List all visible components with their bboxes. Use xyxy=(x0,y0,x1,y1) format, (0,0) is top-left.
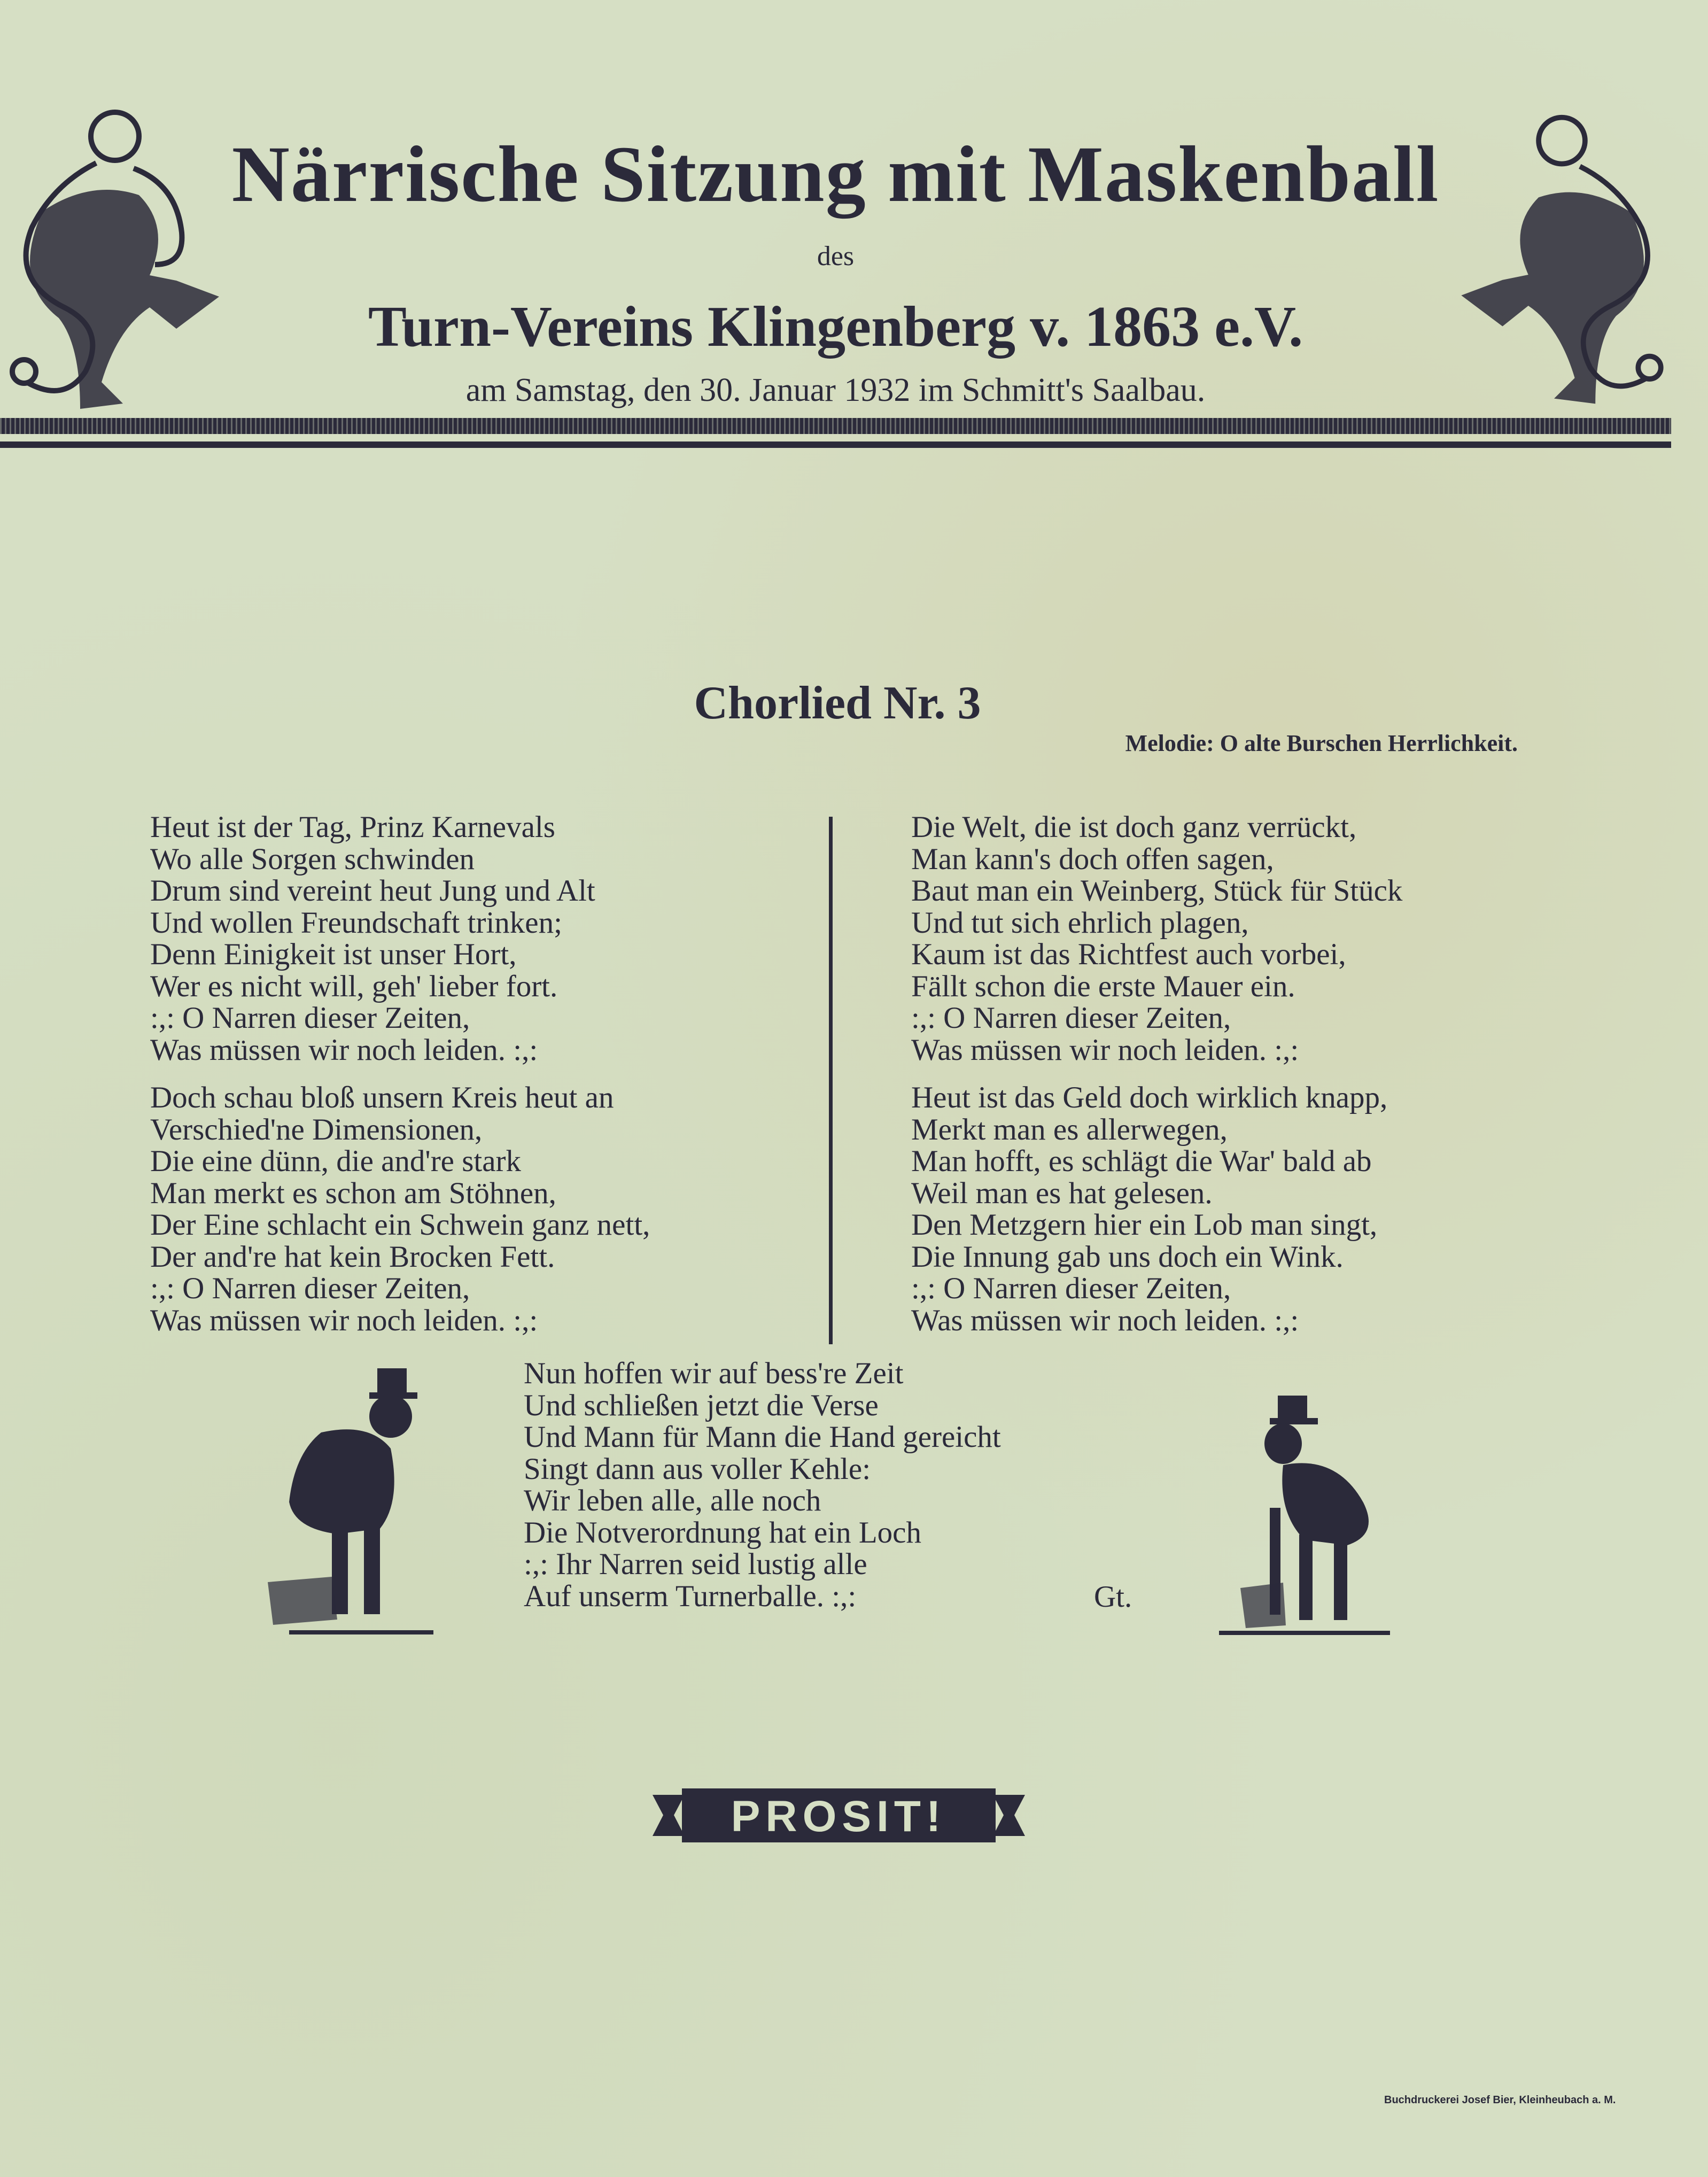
verse-line: :,: O Narren dieser Zeiten, xyxy=(911,1272,1231,1305)
verse-line: Was müssen wir noch leiden. :,: xyxy=(911,1303,1299,1337)
verse-line: Und Mann für Mann die Hand gereicht xyxy=(524,1420,1001,1454)
right-column xyxy=(911,811,1402,1352)
verse-line: :,: O Narren dieser Zeiten, xyxy=(150,1272,470,1305)
verse-line: Doch schau bloß unsern Kreis heut an xyxy=(150,1081,614,1114)
verse-line: Den Metzgern hier ein Lob man singt, xyxy=(911,1208,1378,1242)
left-column xyxy=(150,811,650,1352)
verse-line: Baut man ein Weinberg, Stück für Stück xyxy=(911,874,1403,908)
verse-line: Die eine dünn, die and're stark xyxy=(150,1144,522,1178)
verse-line: Singt dann aus voller Kehle: xyxy=(524,1452,871,1486)
song-title: Chorlied Nr. 3 xyxy=(694,677,981,729)
verse-line: Merkt man es allerwegen, xyxy=(911,1112,1228,1146)
column-divider xyxy=(829,817,833,1344)
verse-line: Und tut sich ehrlich plagen, xyxy=(911,905,1249,940)
verse-line: Und schließen jetzt die Verse xyxy=(524,1388,879,1422)
verse-line: Was müssen wir noch leiden. :,: xyxy=(911,1033,1299,1067)
stanza xyxy=(911,1082,1402,1336)
top-hat-man-illustration-right xyxy=(1219,1396,1403,1639)
printer-imprint: Buchdruckerei Josef Bier, Kleinheubach a. M. xyxy=(1384,2094,1616,2106)
top-hat-man-illustration-left xyxy=(257,1368,441,1639)
verse-line: Fällt schon die erste Mauer ein. xyxy=(911,969,1295,1003)
verse-line: Kaum ist das Richtfest auch vorbei, xyxy=(911,938,1346,971)
verse-line: Denn Einigkeit ist unser Hort, xyxy=(150,938,517,971)
date-line: am Samstag, den 30. Januar 1932 im Schmitt's Saalbau. xyxy=(465,372,1206,408)
verse-line: Weil man es hat gelesen. xyxy=(911,1176,1213,1210)
prosit-text: PROSIT! xyxy=(731,1792,946,1841)
verse-line: Nun hoffen wir auf bess're Zeit xyxy=(524,1357,904,1390)
stanza xyxy=(911,811,1402,1066)
verse-line: Wir leben alle, alle noch xyxy=(524,1484,821,1517)
verse-line: :,: O Narren dieser Zeiten, xyxy=(150,1001,470,1035)
verse-line: Der Eine schlacht ein Schwein ganz nett, xyxy=(150,1208,650,1242)
event-title: Närrische Sitzung mit Maskenball xyxy=(231,130,1440,219)
signature: Gt. xyxy=(1094,1580,1132,1614)
verse-line: Wo alle Sorgen schwinden xyxy=(150,842,475,876)
verse-line: :,: O Narren dieser Zeiten, xyxy=(911,1001,1231,1035)
stanza xyxy=(150,1082,650,1336)
verse-line: Verschied'ne Dimensionen, xyxy=(150,1112,483,1146)
verse-line: Man hofft, es schlägt die War' bald ab xyxy=(911,1144,1372,1178)
verse-line: Heut ist das Geld doch wirklich knapp, xyxy=(911,1081,1388,1114)
verse-line: Wer es nicht will, geh' lieber fort. xyxy=(150,969,558,1003)
melody-note: Melodie: O alte Burschen Herrlichkeit. xyxy=(1125,730,1518,756)
verse-line: :,: Ihr Narren seid lustig alle xyxy=(524,1547,867,1581)
verse-line: Und wollen Freundschaft trinken; xyxy=(150,905,562,940)
des-label: des xyxy=(817,241,855,272)
stanza xyxy=(150,811,650,1066)
verse-line: Drum sind vereint heut Jung und Alt xyxy=(150,874,595,908)
verse-line: Man merkt es schon am Stöhnen, xyxy=(150,1176,556,1210)
verse-line: Heut ist der Tag, Prinz Karnevals xyxy=(150,810,555,844)
header-rule-thick xyxy=(0,418,1671,434)
verse-line: Die Innung gab uns doch ein Wink. xyxy=(911,1239,1344,1274)
prosit-banner xyxy=(653,1784,1025,1847)
verse-line: Auf unserm Turnerballe. :,: xyxy=(524,1579,857,1613)
final-stanza xyxy=(524,1358,1001,1612)
verse-line: Die Welt, die ist doch ganz verrückt, xyxy=(911,810,1357,844)
verse-line: Was müssen wir noch leiden. :,: xyxy=(150,1303,538,1337)
verse-line: Die Notverordnung hat ein Loch xyxy=(524,1515,921,1550)
verse-line: Was müssen wir noch leiden. :,: xyxy=(150,1033,538,1067)
verse-line: Der and're hat kein Brocken Fett. xyxy=(150,1239,555,1274)
header-rule-thin xyxy=(0,441,1671,448)
verse-line: Man kann's doch offen sagen, xyxy=(911,842,1274,876)
club-name: Turn-Vereins Klingenberg v. 1863 e.V. xyxy=(368,295,1303,359)
